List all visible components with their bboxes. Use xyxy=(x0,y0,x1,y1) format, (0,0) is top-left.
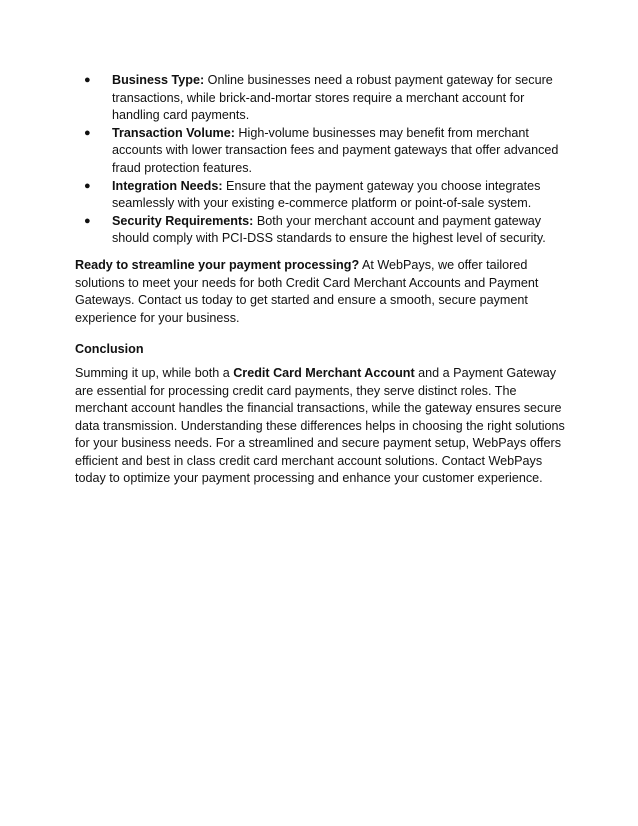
list-item-integration-needs xyxy=(75,178,565,213)
list-item-text: Both your merchant account and payment gateway should comply with PCI-DSS standards to ensure the highest level of security. xyxy=(112,213,546,246)
conclusion-heading: Conclusion xyxy=(75,342,144,357)
cta-paragraph xyxy=(75,257,565,327)
factors-list xyxy=(75,72,565,248)
conclusion-text-after: and a Payment Gateway are essential for processing credit card payments, they serve distinct roles. The merchant account handles the financial transactions, while the gateway ensures secure data transmission. Understanding these differences helps in choosing the right solutions for your business needs. For a streamlined and secure payment setup, WebPays offers efficient and best in class credit card merchant account solutions. Contact WebPays today to optimize your payment processing and enhance your customer experience. xyxy=(75,365,565,486)
cta-bold-text: Ready to streamline your payment processing? xyxy=(75,257,360,272)
list-item-title: Business Type: xyxy=(112,73,205,87)
bullet-icon: ● xyxy=(84,179,91,192)
bullet-icon: ● xyxy=(84,214,91,227)
list-item-title: Security Requirements: xyxy=(112,213,254,228)
cta-text: At WebPays, we offer tailored solutions to meet your needs for both Credit Card Merchant Accounts and Payment Gateways. Contact us today to get started and ensure a smooth, secure payment experience for your business. xyxy=(75,257,539,325)
list-item-transaction-volume xyxy=(75,125,565,178)
bullet-icon: ● xyxy=(84,126,91,139)
list-item-text: High-volume businesses may benefit from merchant accounts with lower transaction fees and payment gateways that offer advanced fraud protection features. xyxy=(112,125,559,175)
document-content xyxy=(75,72,565,488)
list-item-title: Transaction Volume: xyxy=(112,125,235,140)
list-item-text: Online businesses need a robust payment gateway for secure transactions, while brick-and-mortar stores require a merchant account for handling card payments. xyxy=(112,73,553,123)
list-item-security-requirements xyxy=(75,213,565,248)
list-item-text: Ensure that the payment gateway you choose integrates seamlessly with your existing e-commerce platform or point-of-sale system. xyxy=(112,178,541,211)
conclusion-text-before: Summing it up, while both a xyxy=(75,365,234,380)
list-item-title: Integration Needs: xyxy=(112,178,223,193)
conclusion-paragraph xyxy=(75,365,565,488)
bullet-icon: ● xyxy=(84,74,91,86)
list-item-business-type xyxy=(75,72,565,125)
conclusion-bold-text: Credit Card Merchant Account xyxy=(233,365,415,380)
